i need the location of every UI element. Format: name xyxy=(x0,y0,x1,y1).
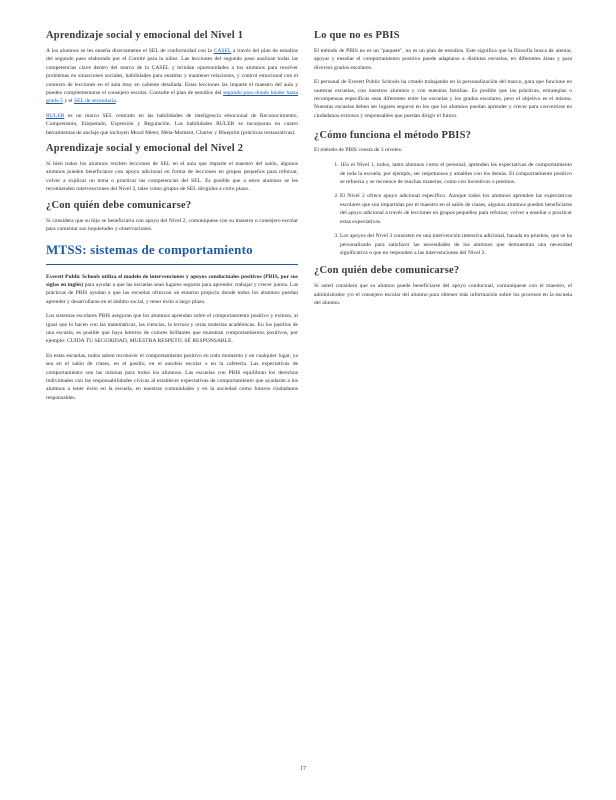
paragraph-pbis-systems: Los sistemas escolares PBIS aseguran que los alumnos aprendan sobre el comportamiento positivo y exitoso, al igual que lo hacen con las matemáticas, las ciencias, la lectura y otras materias académicas. En los pasillos de una escuela, es posible que haya letreros de colores brillantes que muestran comportamientos positivos, por ejemplo: CUIDA TU SEGURIDAD, MUESTRA RESPETO, SÉ RESPONSABLE. xyxy=(46,313,298,345)
list-item: 3. Los apoyos del Nivel 3 consisten en una intervención intensiva adicional, basada en pruebas, que se ha personalizado para satisfacer las necesidades de los alumnos que demuestran una necesidad significativa o que no responden a las intervenciones del Nivel 2. xyxy=(340,232,572,257)
pbis-levels-intro: El método de PBIS consta de 3 niveles: xyxy=(314,147,403,154)
paragraph-pbis-staff: El personal de Everett Public Schools ha creado trabajando en la personalización del marco, para que funcione en nuestras escuelas, con nuestros alumnos y con nuestras familias. Es posible que las prácticas, estrategias o recompensas específicas sean diferentes entre las escuelas y los grados escolares, pero el objetivo es el mismo. Nuestras escuelas deben ser lugares seguros en los que los alumnos puedan aprender y crecer para convertirse en ciudadanos exitosos y responsables que puedan dirigir el futuro. xyxy=(314,79,572,119)
heading-what-pbis-is-not: Lo que no es PBIS xyxy=(314,30,400,41)
ruler-link[interactable]: RULER xyxy=(46,112,65,119)
page-number: 17 xyxy=(300,766,306,772)
paragraph-pbis-intro: Everett Public Schools utiliza el modelo de intervenciones y apoyos conductuales positivos (PBIS, por sus siglas en inglés) para ayudar a que las escuelas sean lugares seguros para aprender, trabajar y crecer juntos. Las prácticas de PBIS ayudan a que las escuelas ofrezcan un entorno propicio donde todos los alumnos puedan aprender y desarrollarse en el ámbito social, y tener éxito a largo plazo. xyxy=(46,273,298,305)
casel-link[interactable]: CASEL xyxy=(213,48,232,54)
secondary-sel-link[interactable]: SEL de secundaria xyxy=(73,98,116,105)
left-column xyxy=(46,30,298,408)
paragraph-sel-tier1: A los alumnos se les enseña directamente el SEL de conformidad con la CASEL a través del plan de estudios del segundo paso elaborado por el Comité para la niñez. Las lecciones del segundo paso analizan todas las competencias clave dentro del marco de la CASEL y brindan oportunidades a los alumnos para resolver problemas en situaciones sociales, habilidades para entablar y mantener relaciones, y control emocional con el contexto de lecciones en el aula muy en caliente detallada. Estas lecciones las imparte el maestro del aula y pueden complementarse el consejero escolar. Consulte el plan de estudios del segundo paso donde kinder hasta grado 5 y el SEL de secundaria. xyxy=(46,48,298,105)
paragraph-contact-left: Si considera que su hijo se beneficiaría con apoyo del Nivel 2, comuníquese con su maestro o consejero escolar para comentar sus inquietudes y observaciones. xyxy=(46,217,298,233)
second-step-link[interactable]: segundo paso donde kinder hasta grado 5 xyxy=(46,90,298,105)
paragraph-pbis-not-package: El método de PBIS no es un "paquete", no es un plan de estudios. Este significa que la filosofía busca de alentar, apoyar y enseñar el comportamiento positivo puede adaptarse a distintas escuelas, en diferentes áreas y para diversos grados escolares. xyxy=(314,48,572,71)
heading-contact-left: ¿Con quién debe comunicarse? xyxy=(46,199,192,211)
paragraph-pbis-schools: En estas escuelas, todos saben reconocer el comportamiento positivo en todo momento y en cualquier lugar, ya sea en el salón de clases, en el pasillo, en el autobús escolar o en la cafetería. Las expectativas de comportamiento son las mismas para todos los alumnos. Las escuelas con PBIS equilibran los derechos individuales con las responsabilidades cívicas al establecer expectativas de comportamiento que ayudarán a los alumnos a tener éxito en la escuela, en nuestras comunidades y en la sociedad como futuros ciudadanos responsables. xyxy=(46,352,298,401)
paragraph-contact-right: Si usted considera que su alumno puede beneficiarse del apoyo conductual, comuníquese con el maestro, el administrador y/o el consejero escolar del alumno para obtener más información sobre los procesos en la escuela del alumno. xyxy=(314,283,572,307)
right-column xyxy=(314,30,572,314)
list-item: 2. El Nivel 2 ofrece apoyo adicional específico. Aunque todos los alumnos aprenden las expectativas escolares que son impartidas por el maestro en el salón de clases, algunos alumnos pueden beneficiarse del apoyo adicional a través de lecciones en grupos pequeños para reforzar, volver a enseñar o practicar estas expectativas. xyxy=(340,192,572,226)
heading-underline xyxy=(46,264,298,265)
list-item: 1. 1En el Nivel 1, todos, tanto alumnos como el personal, aprenden las expectativas de comportamiento de toda la escuela; por ejemplo, ser respetuosos y amables con los demás. El comportamiento positivo se refuerza y se reconoce de muchas maneras, como con incentivos o premios. xyxy=(340,161,572,186)
heading-how-pbis-works: ¿Cómo funciona el método PBIS? xyxy=(314,130,472,142)
paragraph-sel-tier2: Si bien todos los alumnos reciben lecciones de SEL en el aula que imparte el maestro del salón, algunos alumnos pueden beneficiarse con apoyo adicional en forma de lecciones en grupos pequeños para reforzar, volver a explicar un tema o practicar las competencias del SEL. Es posible que a estos alumnos se les recomienden intervenciones del Nivel 2, tales como grupos de SEL dirigidos a corto plazo. xyxy=(46,161,298,193)
heading-mtss-behavior: MTSS: sistemas de comportamiento xyxy=(46,241,253,257)
paragraph-ruler: RULER es un marco SEL centrado en las habilidades de inteligencia emocional de Reconocimiento, Comprensión, Etiquetado, Expresión y Regulación. Las habilidades RULER se incorporan en cuatro herramientas de anclaje que incluyen Mood Meter, Meta-Moment, Charter y Blueprint (prácticas restaurativas). xyxy=(46,112,298,136)
heading-sel-tier1: Aprendizaje social y emocional del Nivel 1 xyxy=(46,30,244,41)
heading-sel-tier2: Aprendizaje social y emocional del Nivel 2 xyxy=(46,143,244,155)
pbis-levels-list xyxy=(314,161,572,257)
heading-contact-right: ¿Con quién debe comunicarse? xyxy=(314,265,460,277)
